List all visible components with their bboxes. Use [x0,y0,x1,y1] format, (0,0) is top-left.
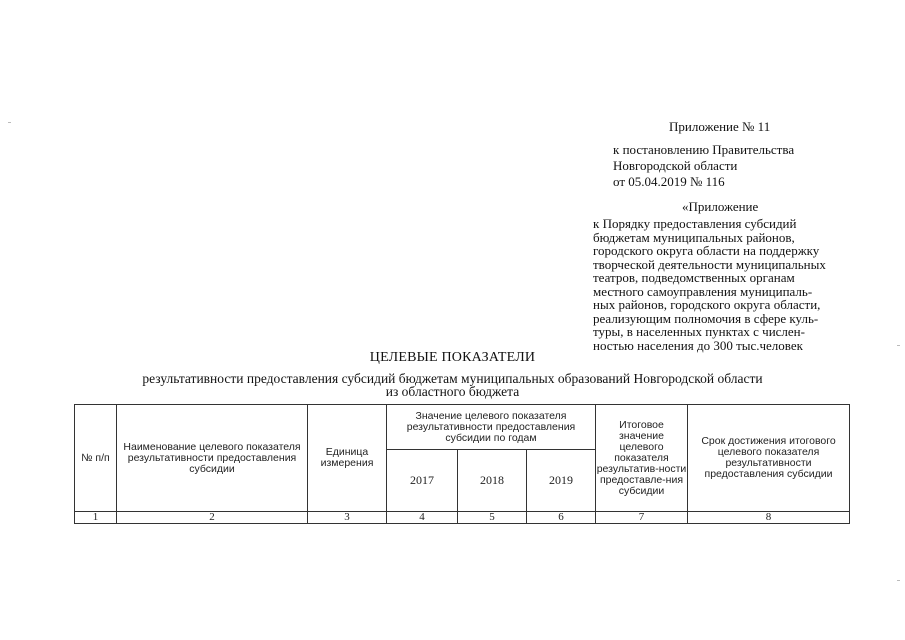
order-line: творческой деятельности муниципальных [593,256,826,272]
resolution-line: от 05.04.2019 № 116 [613,174,725,189]
order-line: туры, в населенных пунктах с числен- [593,324,805,339]
order-line: реализующим полномочия в сфере куль- [593,310,819,326]
document-heading: ЦЕЛЕВЫЕ ПОКАЗАТЕЛИ [369,350,536,365]
order-line: ных районов, городского округа области, [593,297,821,312]
column-number: 3 [308,512,387,524]
document-subheading: из областного бюджета [385,384,520,399]
indicators-table [74,404,850,524]
column-number: 8 [688,512,850,524]
resolution-line: Новгородской области [613,158,738,173]
order-line: ностью населения до 300 тыс.человек [593,337,803,353]
scan-mark [897,345,900,346]
header-year-2017: 2017 [387,450,458,512]
header-final-value: Итоговое значение целевого показателя результатив-ности предоставле-ния субсидии [596,405,688,512]
appendix-title: Приложение № 11 [669,119,771,134]
document-subheading: результативности предоставления субсидий бюджетам муниципальных образований Новгородской области [142,371,763,386]
header-year-2018: 2018 [458,450,527,512]
resolution-line: к постановлению Правительства [613,142,795,157]
column-number: 2 [117,512,308,524]
header-unit: Единица измерения [308,405,387,512]
header-number: № п/п [75,405,117,512]
header-deadline: Срок достижения итогового целевого показателя результативности предоставления субсидии [688,405,850,512]
order-line: бюджетам муниципальных районов, [593,229,795,245]
quoted-appendix-label: «Приложение [682,199,759,214]
column-number: 7 [596,512,688,524]
header-values-by-year: Значение целевого показателя результативности предоставления субсидии по годам [387,405,596,450]
order-line: городского округа области на поддержку [593,243,820,258]
order-line: театров, подведомственных органам [593,270,795,285]
order-reference [593,217,855,352]
header-year-2019: 2019 [527,450,596,512]
scan-mark [897,580,900,581]
scan-mark [8,122,11,123]
column-number: 4 [387,512,458,524]
order-line: к Порядку предоставления субсидий [593,216,797,231]
column-number: 6 [527,512,596,524]
column-number-row [75,512,850,524]
column-number: 5 [458,512,527,524]
resolution-reference [613,142,794,190]
header-indicator-name: Наименование целевого показателя результативности предоставления субсидии [117,405,308,512]
column-number: 1 [75,512,117,524]
order-line: местного самоуправления муниципаль- [593,283,813,299]
